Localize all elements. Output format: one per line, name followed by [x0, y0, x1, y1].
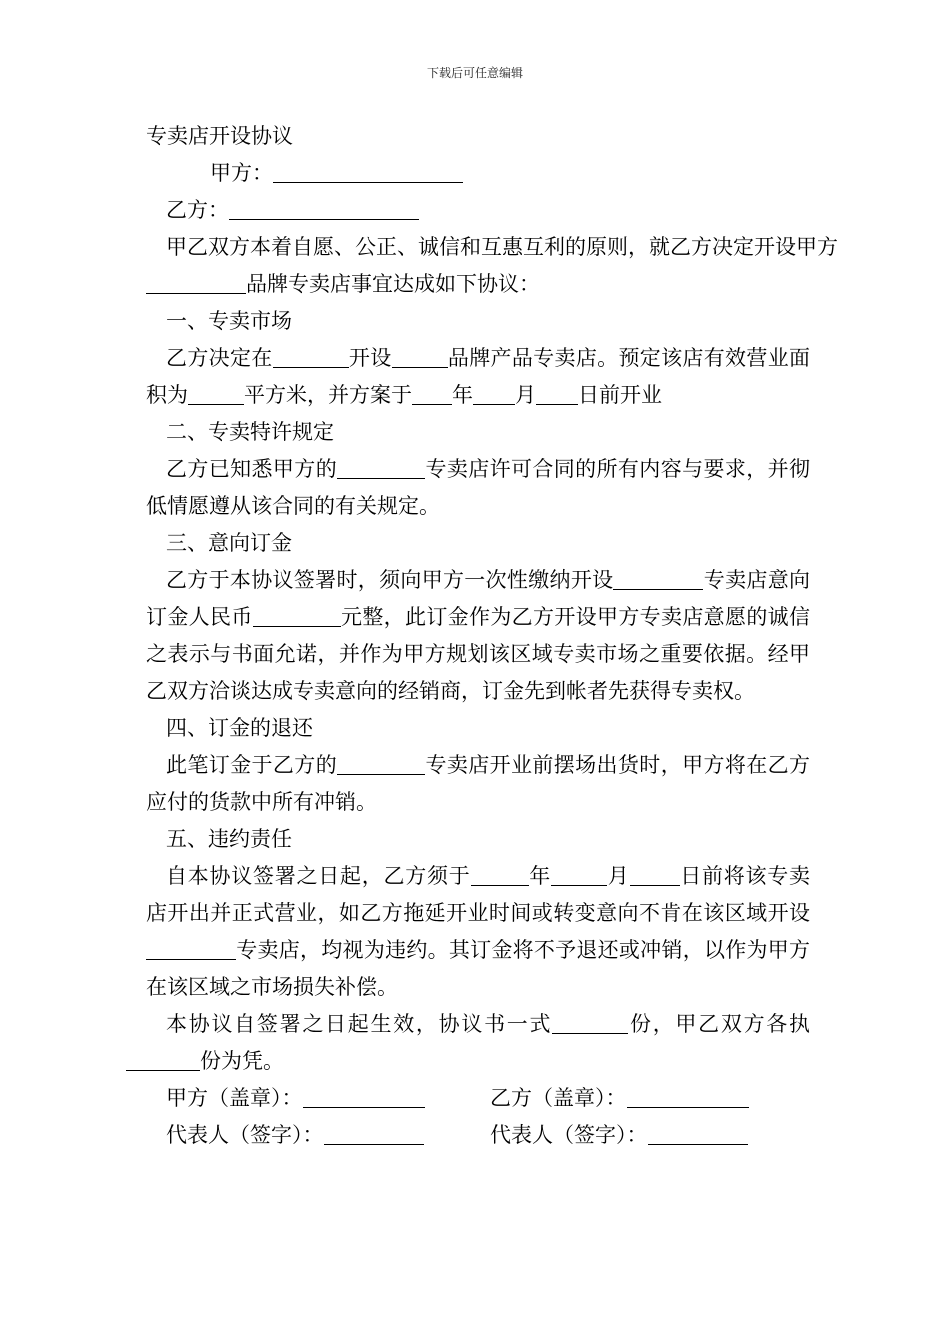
s5-text: 自本协议签署之日起，乙方须于 [166, 864, 471, 888]
effect-text: 本协议自签署之日起生效，协议书一式 [166, 1012, 553, 1036]
each-copies-blank [126, 1048, 200, 1071]
effectiveness-clause [146, 1006, 810, 1080]
section-5-heading: 五、违约责任 [166, 827, 292, 851]
month-blank [551, 863, 607, 886]
section-3-body [146, 562, 810, 710]
s5-text: 日前将该专卖店开出并正式营业，如乙方拖延开业时间或转变意向不肯在该区域开设 [146, 864, 810, 925]
party-b-seal-label: 乙方（盖章）： [490, 1086, 627, 1110]
s4-text: 此笔订金于乙方的 [166, 753, 338, 777]
page-header: 下载后可任意编辑 [426, 66, 523, 80]
brand-blank [146, 937, 236, 960]
s1-text: 品牌产品专卖店。预定该店有效营业面积为 [146, 346, 811, 407]
section-3-heading: 三、意向订金 [166, 531, 292, 555]
s2-text: 乙方已知悉甲方的 [166, 457, 338, 481]
intro-line-2 [146, 266, 810, 303]
party-a-label: 甲方： [210, 161, 273, 185]
brand-blank [392, 345, 448, 368]
party-b-rep-blank [648, 1122, 748, 1145]
document-title: 专卖店开设协议 [146, 124, 293, 148]
section-4-body [146, 747, 810, 821]
effect-text: 份，甲乙双方各执 [628, 1012, 811, 1036]
party-a-blank [273, 160, 463, 183]
s1-text: 开设 [348, 346, 392, 370]
party-b-blank [229, 197, 419, 220]
s5-text: 专卖店，均视为违约。其订金将不予退还或冲销，以作为甲方在该区域之市场损失补偿。 [146, 938, 810, 999]
party-a-rep-blank [324, 1122, 424, 1145]
s3-text: 乙方于本协议签署时，须向甲方一次性缴纳开设 [166, 568, 614, 592]
party-b-line [146, 192, 810, 229]
section-4-heading: 四、订金的退还 [166, 716, 313, 740]
s1-text: 乙方决定在 [166, 346, 273, 370]
agreement-document [146, 118, 838, 1154]
s5-text: 月 [607, 864, 630, 888]
party-b-label: 乙方： [166, 198, 229, 222]
party-a-rep-label: 代表人（签字）： [166, 1123, 324, 1147]
brand-blank [337, 456, 425, 479]
effect-text: 份为凭。 [200, 1049, 284, 1073]
intro-text: 品牌专卖店事宜达成如下协议： [246, 272, 540, 296]
day-blank [630, 863, 680, 886]
brand-blank [613, 567, 703, 590]
year-blank [471, 863, 529, 886]
representative-line [146, 1117, 810, 1154]
section-1-heading: 一、专卖市场 [166, 309, 292, 333]
s3-text: 专卖店意向订金人民币 [146, 568, 811, 629]
s1-text: 年 [452, 383, 473, 407]
area-blank [188, 382, 244, 405]
year-blank [412, 382, 452, 405]
amount-blank [253, 604, 341, 627]
s1-text: 平方米，并方案于 [244, 383, 412, 407]
s3-text: 元整，此订金作为乙方开设甲方专卖店意愿的诚信之表示与书面允诺，并作为甲方规划该区域专卖市场之重要依据。经甲乙双方洽谈达成专卖意向的经销商，订金先到帐者先获得专卖权。 [146, 605, 811, 703]
party-a-seal-label: 甲方（盖章）： [166, 1086, 303, 1110]
day-blank [536, 382, 578, 405]
seal-line [146, 1080, 810, 1117]
brand-blank [146, 271, 246, 294]
location-blank [273, 345, 349, 368]
copies-blank [552, 1011, 628, 1034]
section-1-body [146, 340, 810, 414]
s2-text: 专卖店许可合同的所有内容与要求，并彻低情愿遵从该合同的有关规定。 [146, 457, 810, 518]
section-5-body [146, 858, 810, 1006]
party-a-seal-blank [303, 1085, 425, 1108]
brand-blank [337, 752, 425, 775]
section-2-heading: 二、专卖特许规定 [166, 420, 334, 444]
month-blank [473, 382, 515, 405]
intro-line-1: 甲乙双方本着自愿、公正、诚信和互惠互利的原则，就乙方决定开设甲方 [166, 235, 838, 259]
s5-text: 年 [528, 864, 551, 888]
s4-text: 专卖店开业前摆场出货时，甲方将在乙方应付的货款中所有冲销。 [146, 753, 810, 814]
party-b-rep-label: 代表人（签字）： [490, 1123, 648, 1147]
s1-text: 日前开业 [578, 383, 662, 407]
s1-text: 月 [515, 383, 536, 407]
party-a-line [146, 155, 810, 192]
section-2-body [146, 451, 810, 525]
party-b-seal-blank [627, 1085, 749, 1108]
